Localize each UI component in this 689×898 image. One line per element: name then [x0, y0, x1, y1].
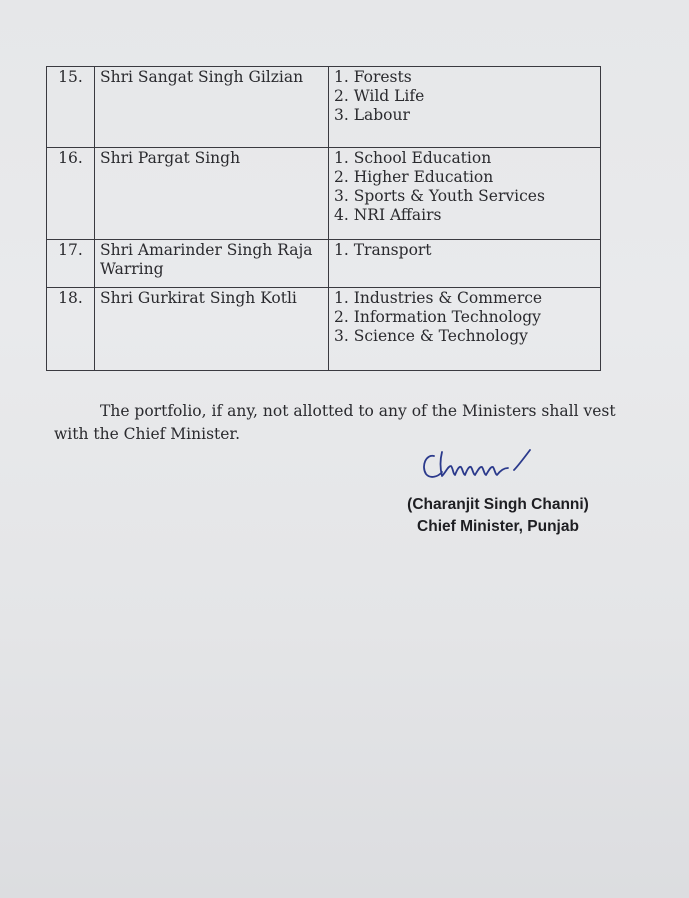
table-row [47, 240, 601, 288]
portfolio-cell [329, 240, 601, 288]
signatory-name: (Charanjit Singh Channi) [407, 496, 589, 513]
portfolio-list [334, 68, 595, 125]
portfolio-item: 4. NRI Affairs [334, 206, 442, 224]
signatory-block [383, 494, 613, 538]
portfolio-cell [329, 288, 601, 371]
portfolio-cell [329, 67, 601, 148]
portfolio-item: 1. Forests [334, 68, 412, 86]
portfolio-list [334, 289, 595, 346]
closing-note: The portfolio, if any, not allotted to any of the Ministers shall vest with the Chief Minister. [54, 402, 616, 443]
serial-number: 15. [47, 67, 95, 148]
portfolio-list [334, 241, 595, 260]
portfolio-item: 2. Higher Education [334, 168, 494, 186]
portfolio-item: 3. Science & Technology [334, 327, 528, 345]
signature-image [418, 446, 548, 486]
table-row [47, 148, 601, 240]
minister-name: Shri Pargat Singh [95, 148, 329, 240]
serial-number: 16. [47, 148, 95, 240]
table-row [47, 67, 601, 148]
portfolio-item: 1. Industries & Commerce [334, 289, 543, 307]
portfolio-cell [329, 148, 601, 240]
portfolio-item: 3. Labour [334, 106, 410, 124]
portfolio-item: 2. Wild Life [334, 87, 425, 105]
table-row [47, 288, 601, 371]
serial-number: 18. [47, 288, 95, 371]
serial-number: 17. [47, 240, 95, 288]
portfolio-list [334, 149, 595, 225]
minister-name: Shri Sangat Singh Gilzian [95, 67, 329, 148]
minister-name: Shri Amarinder Singh Raja Warring [95, 240, 329, 288]
minister-name: Shri Gurkirat Singh Kotli [95, 288, 329, 371]
portfolio-table [46, 66, 601, 371]
portfolio-item: 1. School Education [334, 149, 492, 167]
signatory-title: Chief Minister, Punjab [417, 518, 579, 535]
portfolio-item: 3. Sports & Youth Services [334, 187, 545, 205]
portfolio-item: 2. Information Technology [334, 308, 541, 326]
signature-stroke [424, 450, 530, 477]
portfolio-item: 1. Transport [334, 241, 432, 259]
